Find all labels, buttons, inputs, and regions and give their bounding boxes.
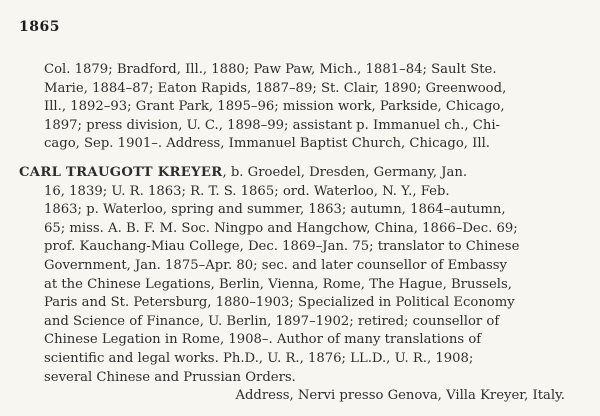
text-line: Chinese Legation in Rome, 1908–. Author of many translations of [44, 332, 482, 348]
entry-continued [44, 61, 564, 154]
text-line: and Science of Finance, U. Berlin, 1897–1902; retired; counsellor of [44, 313, 500, 329]
text-line: 1863; p. Waterloo, spring and summer, 1863; autumn, 1864–autumn, [44, 202, 506, 218]
entry-first-line-text: , b. Groedel, Dresden, Germany, Jan. [222, 165, 468, 180]
text-line: cago, Sep. 1901–. Address, Immanuel Baptist Church, Chicago, Ill. [44, 136, 490, 152]
page-year-header: 1865 [19, 19, 60, 35]
text-line: at the Chinese Legations, Berlin, Vienna, Rome, The Hague, Brussels, [44, 276, 512, 292]
entry-kreyer [19, 164, 565, 406]
text-line: 65; miss. A. B. F. M. Soc. Ningpo and Hangchow, China, 1866–Dec. 69; [44, 220, 518, 236]
text-line: Marie, 1884–87; Eaton Rapids, 1887–89; St. Clair, 1890; Greenwood, [44, 80, 507, 96]
text-line: 1897; press division, U. C., 1898–99; assistant p. Immanuel ch., Chi- [44, 117, 501, 133]
text-line: Ill., 1892–93; Grant Park, 1895–96; mission work, Parkside, Chicago, [44, 99, 505, 115]
text-line: prof. Kauchang-Miau College, Dec. 1869–Jan. 75; translator to Chinese [44, 239, 520, 255]
entry-first-line [19, 164, 565, 183]
text-line: scientific and legal works. Ph.D., U. R., 1876; LL.D., U. R., 1908; [44, 350, 474, 366]
text-line: Government, Jan. 1875–Apr. 80; sec. and later counsellor of Embassy [44, 257, 508, 273]
text-line: several Chinese and Prussian Orders. [44, 369, 296, 385]
text-line: Paris and St. Petersburg, 1880–1903; Specialized in Political Economy [44, 295, 515, 311]
text-line: 16, 1839; U. R. 1863; R. T. S. 1865; ord. Waterloo, N. Y., Feb. [44, 183, 450, 199]
text-line: Col. 1879; Bradford, Ill., 1880; Paw Paw, Mich., 1881–84; Sault Ste. [44, 62, 497, 77]
address-line: Address, Nervi presso Genova, Villa Kreyer, Italy. [235, 388, 565, 404]
person-name: CARL TRAUGOTT KREYER [19, 165, 223, 180]
